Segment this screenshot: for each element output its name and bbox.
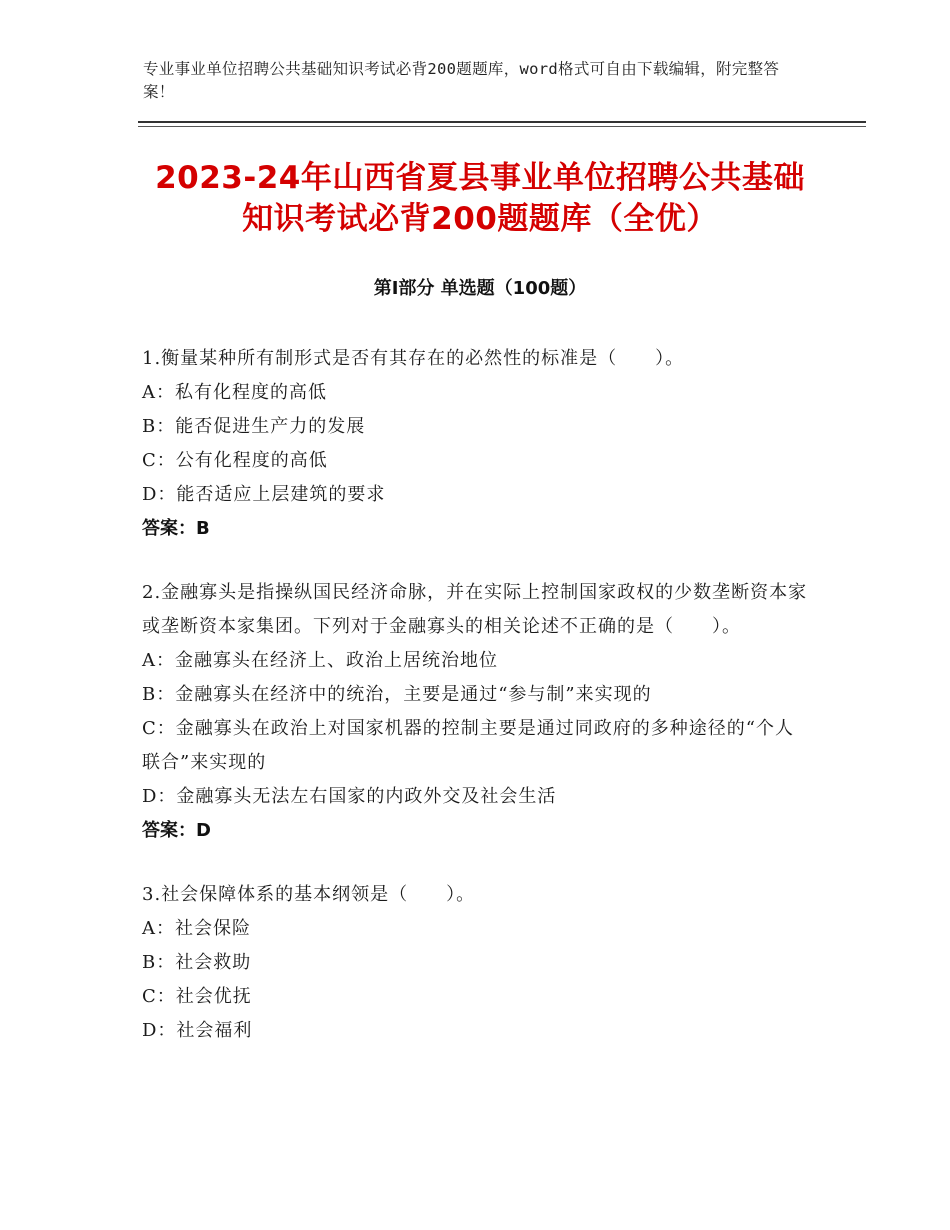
question-stem: 1.衡量某种所有制形式是否有其存在的必然性的标准是（ ）。 [142, 348, 685, 369]
option-b: B：社会救助 [142, 952, 252, 973]
question-2 [142, 576, 810, 848]
question-list [142, 342, 810, 1078]
header-rule-thin [138, 126, 866, 127]
answer: 答案：D [142, 820, 211, 841]
option-a: A：私有化程度的高低 [142, 382, 327, 403]
option-d: D：社会福利 [142, 1020, 253, 1041]
option-d: D：能否适应上层建筑的要求 [142, 484, 386, 505]
question-1 [142, 342, 810, 546]
header-rule-thick [138, 121, 866, 123]
question-stem: 3.社会保障体系的基本纲领是（ ）。 [142, 884, 476, 905]
option-b: B：金融寡头在经济中的统治，主要是通过“参与制”来实现的 [142, 684, 652, 705]
document-title: 2023-24年山西省夏县事业单位招聘公共基础知识考试必背200题题库（全优） [155, 160, 805, 237]
option-c: C：金融寡头在政治上对国家机器的控制主要是通过同政府的多种途径的“个人联合”来实现的 [142, 718, 794, 773]
option-d: D：金融寡头无法左右国家的内政外交及社会生活 [142, 786, 557, 807]
option-b: B：能否促进生产力的发展 [142, 416, 366, 437]
question-3 [142, 878, 810, 1048]
option-a: A：社会保险 [142, 918, 251, 939]
header-note: 专业事业单位招聘公共基础知识考试必背200题题库，word格式可自由下载编辑，附完整答案！ [143, 60, 780, 101]
option-c: C：社会优抚 [142, 986, 252, 1007]
section-title: 第Ⅰ部分 单选题（100题） [373, 278, 587, 299]
option-c: C：公有化程度的高低 [142, 450, 328, 471]
question-stem: 2.金融寡头是指操纵国民经济命脉，并在实际上控制国家政权的少数垄断资本家或垄断资本家集团。下列对于金融寡头的相关论述不正确的是（ ）。 [142, 582, 808, 637]
answer: 答案：B [142, 518, 210, 539]
option-a: A：金融寡头在经济上、政治上居统治地位 [142, 650, 498, 671]
